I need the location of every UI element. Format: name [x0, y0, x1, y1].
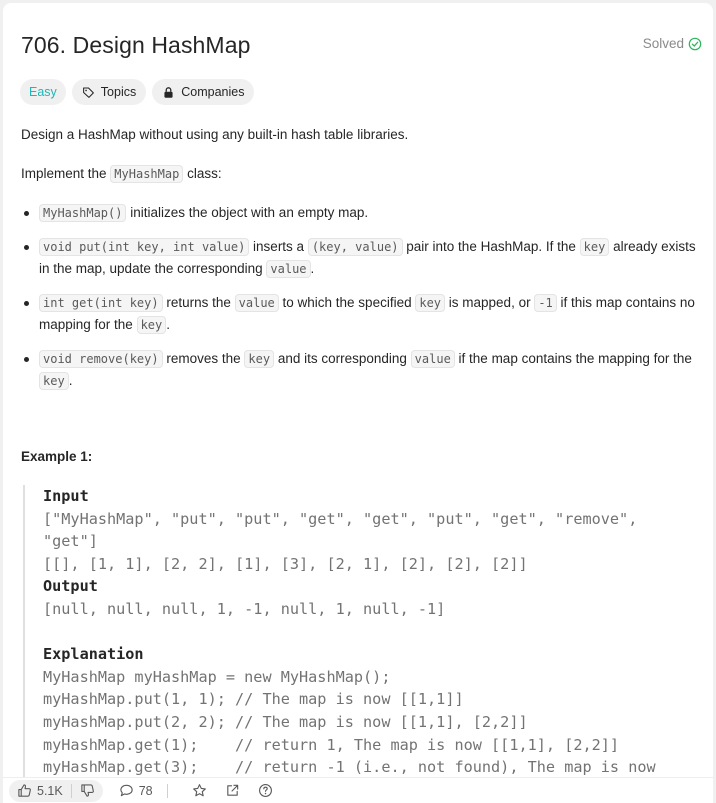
solved-status	[643, 36, 702, 51]
difficulty-label: Easy	[29, 85, 57, 99]
thumbs-up-icon	[17, 783, 32, 798]
companies-button[interactable]	[152, 79, 254, 105]
comment-count: 78	[138, 783, 153, 798]
intro-paragraph: Design a HashMap without using any built-in hash table libraries.	[21, 127, 409, 142]
input-line: ["MyHashMap", "put", "put", "get", "get", "put", "get", "remove",	[43, 509, 638, 528]
thumbs-down-icon[interactable]	[80, 783, 95, 798]
explanation-line: myHashMap.put(2, 2); // The map is now [[1,1], [2,2]]	[43, 712, 528, 731]
list-item-text: already exists in the map, update the corresponding	[39, 239, 696, 276]
topics-button[interactable]	[72, 79, 146, 105]
list-item-text: .	[166, 317, 171, 332]
inline-code: value	[411, 350, 455, 368]
implement-suffix: class:	[183, 166, 222, 181]
explanation-label: Explanation	[43, 645, 144, 664]
inline-code: key	[244, 350, 274, 368]
inline-code: -1	[534, 294, 556, 312]
explanation-line: myHashMap.get(3); // return -1 (i.e., not found), The map is now	[43, 758, 656, 777]
list-item	[39, 202, 699, 224]
like-button[interactable]	[17, 783, 63, 798]
question-circle-icon	[258, 783, 273, 798]
inline-code: MyHashMap	[110, 165, 183, 183]
lock-icon	[162, 86, 175, 99]
inline-code: (key, value)	[308, 238, 403, 256]
list-item	[39, 236, 699, 280]
list-item-text: if the map contains the mapping for the	[454, 351, 692, 366]
implement-prefix: Implement the	[21, 166, 111, 181]
list-item	[39, 292, 699, 336]
comment-icon	[119, 783, 134, 798]
input-label: Input	[43, 487, 89, 505]
difficulty-badge[interactable]	[20, 79, 66, 105]
divider	[71, 784, 72, 798]
action-bar	[3, 777, 713, 803]
problem-panel	[3, 3, 713, 803]
explanation-line: MyHashMap myHashMap = new MyHashMap();	[43, 667, 391, 686]
tag-icon	[82, 86, 95, 99]
list-item	[39, 348, 699, 392]
list-item-text: if this map contains no mapping for the	[39, 295, 695, 332]
inline-code: MyHashMap()	[39, 204, 126, 222]
list-item-text: .	[68, 373, 73, 388]
inline-code: int get(int key)	[39, 294, 163, 312]
solved-label: Solved	[642, 36, 684, 51]
input-line: [[], [1, 1], [2, 2], [1], [3], [2, 1], [2], [2], [2]]	[43, 554, 528, 573]
list-item-text: is mapped, or	[445, 295, 535, 310]
inline-code: void put(int key, int value)	[39, 238, 249, 256]
topics-label: Topics	[100, 85, 137, 99]
inline-code: void remove(key)	[39, 350, 163, 368]
inline-code: value	[235, 294, 279, 312]
vote-group	[9, 780, 103, 802]
like-count: 5.1K	[37, 783, 63, 798]
example-block	[23, 485, 713, 777]
list-item-text: removes the	[162, 351, 245, 366]
comments-button[interactable]	[119, 783, 153, 798]
help-button[interactable]	[258, 783, 273, 798]
inline-code: key	[137, 316, 167, 334]
inline-code: key	[580, 238, 610, 256]
list-item-text: to which the specified	[278, 295, 416, 310]
spacer	[43, 621, 713, 644]
explanation-line: myHashMap.get(1); // return 1, The map is now [[1,1], [2,2]]	[43, 735, 620, 754]
list-item-text: returns the	[162, 295, 235, 310]
inline-code: key	[39, 372, 69, 390]
inline-code: value	[266, 260, 310, 278]
share-button[interactable]	[225, 783, 240, 798]
example-title: Example 1:	[21, 449, 93, 464]
favorite-button[interactable]	[192, 783, 207, 798]
companies-label: Companies	[181, 85, 245, 99]
input-line: "get"]	[43, 532, 98, 551]
problem-title[interactable]: 706. Design HashMap	[21, 32, 251, 58]
implement-paragraph	[21, 163, 222, 185]
output-label: Output	[43, 577, 98, 596]
share-icon	[225, 783, 240, 798]
output-line: [null, null, null, 1, -1, null, 1, null, -1]	[43, 599, 446, 618]
divider	[167, 784, 168, 798]
list-item-text: .	[310, 261, 315, 276]
explanation-line: myHashMap.put(1, 1); // The map is now [[1,1]]	[43, 690, 464, 709]
check-circle-icon	[688, 37, 702, 51]
problem-content	[3, 3, 713, 777]
star-icon	[192, 783, 207, 798]
list-item-text: pair into the HashMap. If the	[402, 239, 580, 254]
tag-row	[20, 79, 254, 105]
inline-code: key	[415, 294, 445, 312]
list-item-text: inserts a	[249, 239, 308, 254]
list-item-text: and its corresponding	[274, 351, 411, 366]
list-item-text: initializes the object with an empty map.	[126, 205, 369, 220]
